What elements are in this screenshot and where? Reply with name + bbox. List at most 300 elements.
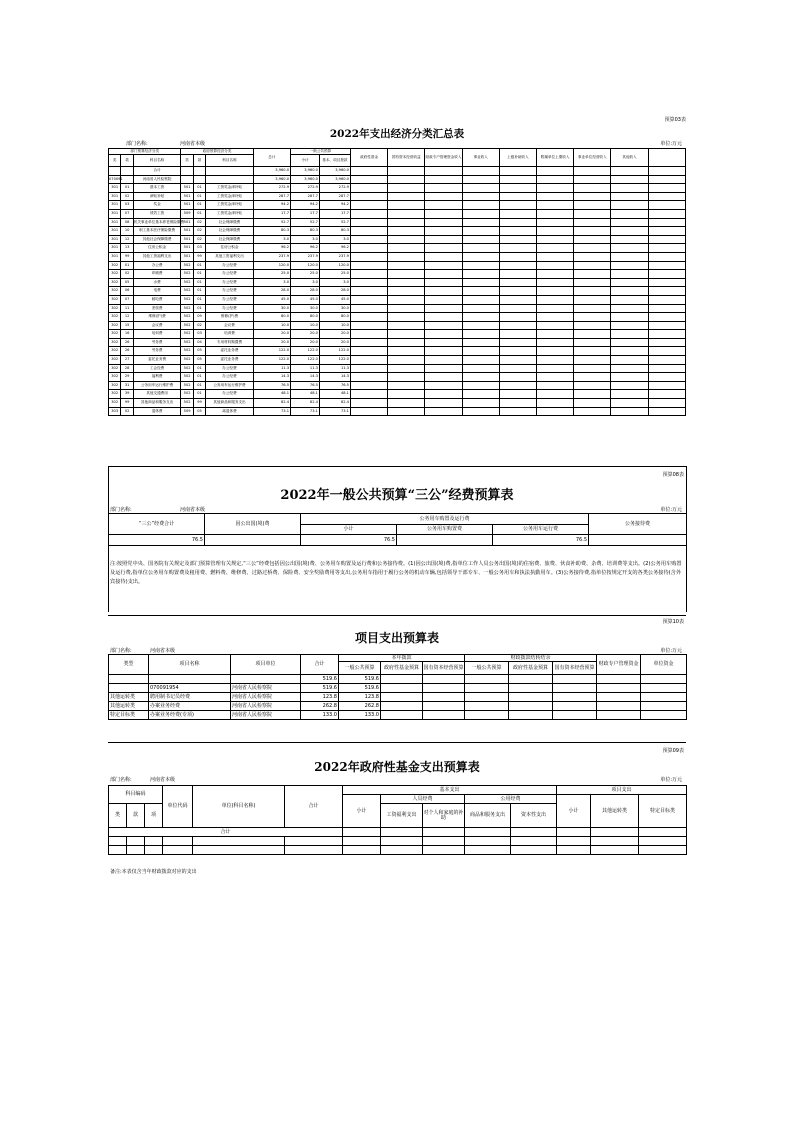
cell-empty: [499, 218, 536, 227]
cell-dept-kind: 302: [109, 313, 121, 322]
section-economic-summary: [108, 116, 686, 466]
cell-dept-kind: 301: [109, 192, 121, 201]
cell-empty: [611, 399, 648, 408]
cell-general: 262.8: [339, 702, 381, 711]
cell-empty: [388, 330, 425, 339]
section-three-public: [108, 466, 686, 612]
cell-empty: [388, 167, 425, 176]
cell-empty: [423, 711, 465, 720]
gov-fund-table: [108, 785, 687, 855]
three-public-table: [108, 513, 687, 546]
cell-basic-alloc: 287.7: [319, 192, 350, 201]
cell-empty: [574, 192, 611, 201]
cell-empty: [611, 167, 648, 176]
cell-empty: [537, 235, 574, 244]
cell-empty: [537, 244, 574, 253]
cell-gov-item: 05: [193, 347, 205, 356]
header-general: 一般公共预算: [339, 662, 381, 675]
cell-basic-alloc: 28.0: [319, 287, 350, 296]
cell-subtotal: 25.0: [291, 270, 320, 279]
header-total: 合计: [301, 655, 339, 675]
table-row: [109, 338, 686, 347]
header-kind: 类: [181, 155, 193, 167]
table-row: [109, 711, 687, 720]
header-col: 其他收入: [611, 149, 648, 167]
cell-empty: [574, 235, 611, 244]
cell-empty: [465, 711, 509, 720]
cell-empty: [388, 381, 425, 390]
cell-empty: [648, 261, 685, 270]
table-row: [109, 356, 686, 365]
cell-gov-kind: 502: [181, 330, 193, 339]
cell-empty: [611, 407, 648, 416]
cell-total: 123.8: [301, 693, 339, 702]
cell-empty: [462, 167, 499, 176]
cell-empty: [425, 304, 462, 313]
header-project: 项目支出: [557, 786, 687, 795]
cell-basic-alloc: 76.5: [319, 381, 350, 390]
cell-gov-subject: 办公经费: [206, 287, 254, 296]
cell-subtotal: 52.7: [291, 218, 320, 227]
cell-subtotal: 3,960.0: [291, 175, 320, 184]
cell-gov-item: 02: [193, 321, 205, 330]
cell-gov-kind: 502: [181, 304, 193, 313]
cell-empty: [388, 252, 425, 261]
cell-gov-item: 02: [193, 218, 205, 227]
cell-empty: [499, 175, 536, 184]
cell-dept-kind: 301: [109, 244, 121, 253]
cell-empty: [648, 192, 685, 201]
cell-gov-item: 01: [193, 304, 205, 313]
table-row: [109, 364, 686, 373]
cell-empty: [350, 381, 387, 390]
cell-empty: [462, 209, 499, 218]
table-row: [109, 201, 686, 210]
cell-empty: [611, 364, 648, 373]
table-row: [109, 407, 686, 416]
cell-empty: [350, 390, 387, 399]
table-row: [109, 278, 686, 287]
cell-total: 80.0: [253, 313, 290, 322]
cell-empty: [611, 321, 648, 330]
cell-empty: [611, 330, 648, 339]
cell-empty: [537, 313, 574, 322]
cell-empty: [574, 304, 611, 313]
header-basic: 基本支出: [343, 786, 557, 795]
cell-subject-name: 工会经费: [133, 364, 181, 373]
cell-empty: [462, 201, 499, 210]
header-unit-name: 单位(科目名称): [193, 786, 285, 828]
total-row-label: 合计: [109, 828, 343, 837]
cell-subject-name: 会议费: [133, 321, 181, 330]
cell-dept-item: 08: [121, 218, 133, 227]
cell-total: 94.2: [253, 201, 290, 210]
header-basic-alloc: 基本、项目拨款: [319, 155, 350, 167]
cell-empty: [648, 252, 685, 261]
cell-project-name: 070091954: [149, 684, 231, 693]
cell-type: 其他运转类: [109, 693, 149, 702]
cell-empty: [381, 693, 423, 702]
header-state: 国有资本经营预算: [423, 662, 465, 675]
cell-empty: [462, 321, 499, 330]
cell-gov-subject: [206, 175, 254, 184]
cell-total: 80.3: [253, 227, 290, 236]
cell-empty: [423, 702, 465, 711]
header-carry: 财政拨款结转结余: [465, 655, 597, 662]
table-row: [109, 287, 686, 296]
cell-empty: [350, 295, 387, 304]
cell-empty: [350, 278, 387, 287]
dept-label: 部门名称:: [126, 141, 148, 147]
cell-total: 3,960.0: [253, 167, 290, 176]
cell-subject-name: 公务用车运行维护费: [133, 381, 181, 390]
cell-empty: [499, 244, 536, 253]
cell-gov-subject: 办公经费: [206, 261, 254, 270]
cell-empty: [388, 373, 425, 382]
cell-empty: [499, 209, 536, 218]
header-total: 合计: [285, 786, 343, 828]
cell-gov-kind: 502: [181, 261, 193, 270]
section-title: 2022年一般公共预算“三公”经费预算表: [280, 488, 514, 503]
cell-empty: [574, 244, 611, 253]
cell-subtotal: 82.4: [291, 399, 320, 408]
cell-empty: [350, 287, 387, 296]
cell-empty: [425, 347, 462, 356]
cell-empty: [499, 235, 536, 244]
cell-empty: [574, 278, 611, 287]
cell-empty: [648, 244, 685, 253]
table-row: [109, 702, 687, 711]
cell-empty: [537, 304, 574, 313]
cell-empty: [648, 330, 685, 339]
cell-empty: [611, 184, 648, 193]
table-row: [109, 693, 687, 702]
cell-empty: [648, 287, 685, 296]
cell-empty: [465, 684, 509, 693]
section-gov-fund: [108, 742, 686, 878]
cell-empty: [350, 235, 387, 244]
table-row: [109, 304, 686, 313]
header-col: 国有资本经营收益: [388, 149, 425, 167]
cell-total: 14.3: [253, 373, 290, 382]
cell-subject-name: 邮电费: [133, 295, 181, 304]
cell-empty: [574, 252, 611, 261]
cell-basic-alloc: 17.7: [319, 209, 350, 218]
cell-gov-item: 01: [193, 287, 205, 296]
cell-empty: [499, 373, 536, 382]
table-row: [109, 252, 686, 261]
cell-type: [109, 684, 149, 693]
header-general: 一般公共预算: [291, 149, 351, 155]
table-number: 预算10表: [662, 619, 684, 625]
cell-empty: [350, 175, 387, 184]
cell-empty: [462, 270, 499, 279]
cell-empty: [537, 364, 574, 373]
cell-dept-kind: 302: [109, 338, 121, 347]
cell-empty: [462, 304, 499, 313]
cell-gov-item: 03: [193, 244, 205, 253]
cell-empty: [537, 347, 574, 356]
table-row: [109, 244, 686, 253]
cell-subject-name: 培训费: [133, 330, 181, 339]
cell-gov-subject: 公务用车运行维护费: [206, 381, 254, 390]
cell-empty: [611, 235, 648, 244]
cell-total: 30.0: [253, 304, 290, 313]
cell-gov-kind: 502: [181, 347, 193, 356]
cell-gov-kind: 502: [181, 381, 193, 390]
cell-empty: [462, 227, 499, 236]
cell-subject-name: 电费: [133, 287, 181, 296]
cell-dept-kind: 301: [109, 184, 121, 193]
header-public: 公用经费: [465, 795, 557, 804]
cell-empty: [350, 347, 387, 356]
header-item: 款: [121, 155, 133, 167]
cell-gov-kind: 501: [181, 227, 193, 236]
cell-dept-kind: 302: [109, 295, 121, 304]
table-row: [109, 175, 686, 184]
cell-dept-kind: 302: [109, 287, 121, 296]
cell-empty: [462, 407, 499, 416]
cell-empty: [499, 399, 536, 408]
cell-empty: [425, 295, 462, 304]
header-capital: 资本性支出: [511, 804, 557, 828]
cell-empty: [574, 201, 611, 210]
cell-empty: [611, 338, 648, 347]
cell-gov-kind: [181, 167, 193, 176]
cell-dept-kind: 302: [109, 356, 121, 365]
cell-dept-item: 13: [121, 244, 133, 253]
value-car-run: 76.5: [493, 535, 589, 546]
cell-empty: [425, 278, 462, 287]
cell-total: 272.9: [253, 184, 290, 193]
cell-subject-name: 其他交通费用: [133, 390, 181, 399]
cell-project-unit: [231, 675, 301, 684]
cell-subtotal: 120.0: [291, 261, 320, 270]
cell-empty: [425, 313, 462, 322]
cell-empty: [381, 702, 423, 711]
cell-empty: [648, 399, 685, 408]
cell-gov-kind: 501: [181, 244, 193, 253]
table-row: [109, 209, 686, 218]
cell-gov-item: 02: [193, 227, 205, 236]
cell-empty: [537, 167, 574, 176]
cell-empty: [648, 381, 685, 390]
cell-empty: [462, 390, 499, 399]
cell-empty: [425, 209, 462, 218]
cell-gov-item: 99: [193, 252, 205, 261]
cell-gov-kind: 502: [181, 399, 193, 408]
cell-dept-item: 12: [121, 313, 133, 322]
cell-empty: [648, 235, 685, 244]
cell-empty: [425, 407, 462, 416]
cell-dept-item: 02: [121, 270, 133, 279]
cell-empty: [509, 711, 553, 720]
cell-gov-kind: 502: [181, 364, 193, 373]
cell-empty: [350, 184, 387, 193]
header-kind: 类: [109, 804, 127, 828]
cell-dept-item: 26: [121, 347, 133, 356]
cell-empty: [537, 381, 574, 390]
cell-empty: [648, 227, 685, 236]
header-col: 事业单位经营收入: [574, 149, 611, 167]
cell-total: 3,960.0: [253, 175, 290, 184]
table-row: [109, 675, 687, 684]
cell-project-unit: 河南省人民检察院: [231, 693, 301, 702]
cell-empty: [648, 356, 685, 365]
cell-empty: [537, 356, 574, 365]
cell-empty: [648, 373, 685, 382]
table-number: 预算09表: [662, 748, 684, 754]
cell-gov-item: 01: [193, 192, 205, 201]
cell-empty: [611, 347, 648, 356]
cell-empty: [499, 381, 536, 390]
cell-empty: [648, 295, 685, 304]
cell-empty: [509, 702, 553, 711]
cell-empty: [462, 399, 499, 408]
cell-gov-subject: [206, 167, 254, 176]
cell-empty: [597, 693, 641, 702]
cell-empty: [425, 218, 462, 227]
cell-total: 52.7: [253, 218, 290, 227]
table-number: 预算08表: [662, 472, 684, 478]
cell-dept-item: 07: [121, 295, 133, 304]
cell-empty: [648, 184, 685, 193]
header-type: 类型: [109, 655, 149, 675]
cell-gov-subject: 社会保障缴费: [206, 235, 254, 244]
cell-empty: [553, 693, 597, 702]
cell-type: 特定目标类: [109, 711, 149, 720]
header-col: 政府性基金: [350, 149, 387, 167]
cell-empty: [388, 304, 425, 313]
cell-empty: [648, 407, 685, 416]
cell-basic-alloc: 80.0: [319, 313, 350, 322]
cell-empty: [574, 227, 611, 236]
three-public-note: 注:按照党中央、国务院有关规定及部门预算管理有关规定,“三公”经费包括因公出国(境)费、公务用车购置及运行费和公务接待费。(1)因公出国(境)费,指单位工作人员公务出国(境)的住宿费、旅费、伙食补助费、杂费、培训费等支出。(2)公务用车购置及运行费,指单位公务用车购置费及租用费、燃料费、维修费、过路过桥费、保险费、安全奖励费用等支出,公务用车指用于履行公务的机动车辆,包括领导干部专车、一般公务用车和执法执勤用车。(3)公务接待费,指单位按规定开支的各类公务接待(含外宾接待)支出。: [110, 561, 682, 585]
cell-subject-name: 职工基本医疗保险缴费: [133, 227, 181, 236]
page-title: 2022年支出经济分类汇总表: [329, 128, 465, 140]
cell-basic-alloc: 237.9: [319, 252, 350, 261]
cell-total: 3.0: [253, 278, 290, 287]
cell-subtotal: 73.1: [291, 407, 320, 416]
cell-dept-item: 26: [121, 338, 133, 347]
cell-empty: [553, 684, 597, 693]
cell-empty: [537, 338, 574, 347]
cell-empty: [648, 218, 685, 227]
cell-subtotal: 94.2: [291, 201, 320, 210]
cell-dept-item: 10: [121, 227, 133, 236]
project-budget-table: [108, 654, 687, 720]
cell-empty: [423, 675, 465, 684]
cell-project-unit: 河南省人民检察院: [231, 702, 301, 711]
cell-dept-item: 99: [121, 252, 133, 261]
cell-empty: [425, 356, 462, 365]
cell-empty: [648, 209, 685, 218]
value-car-subtotal: 76.5: [301, 535, 397, 546]
cell-empty: [611, 175, 648, 184]
cell-empty: [499, 261, 536, 270]
cell-empty: [574, 390, 611, 399]
cell-empty: [350, 304, 387, 313]
cell-empty: [381, 711, 423, 720]
cell-basic-alloc: 10.0: [319, 321, 350, 330]
cell-empty: [350, 201, 387, 210]
header-p-target: 特定目标类: [639, 795, 687, 828]
cell-empty: [509, 684, 553, 693]
cell-subject-name: 河南省人民检察院: [133, 175, 181, 184]
cell-subtotal: 45.0: [291, 295, 320, 304]
cell-dept-kind: 302: [109, 381, 121, 390]
cell-subtotal: 80.3: [291, 227, 320, 236]
cell-empty: [574, 321, 611, 330]
cell-empty: [537, 218, 574, 227]
dept-value: 河南省本级: [180, 141, 206, 147]
cell-empty: [574, 287, 611, 296]
cell-empty: [648, 201, 685, 210]
cell-empty: [574, 218, 611, 227]
cell-empty: [462, 261, 499, 270]
cell-total: 3.0: [253, 235, 290, 244]
cell-total: 287.7: [253, 192, 290, 201]
cell-gov-subject: 维修(护)费: [206, 313, 254, 322]
cell-empty: [537, 399, 574, 408]
cell-subject-name: 劳务费: [133, 338, 181, 347]
cell-empty: [499, 287, 536, 296]
cell-dept-item: 02: [121, 192, 133, 201]
cell-total: 120.0: [253, 261, 290, 270]
cell-total: 237.9: [253, 252, 290, 261]
cell-dept-kind: 301: [109, 218, 121, 227]
cell-gov-item: 01: [193, 261, 205, 270]
cell-subject-name: 津贴补贴: [133, 192, 181, 201]
cell-empty: [462, 184, 499, 193]
table-row: [109, 218, 686, 227]
cell-empty: [462, 252, 499, 261]
unit-label: 单位:万元: [660, 777, 682, 783]
cell-empty: [537, 261, 574, 270]
cell-empty: [350, 218, 387, 227]
cell-general: 519.6: [339, 684, 381, 693]
cell-subtotal: 80.0: [291, 313, 320, 322]
cell-empty: [537, 209, 574, 218]
cell-empty: [648, 338, 685, 347]
header-car: 公务用车购置及运行费: [301, 514, 589, 525]
cell-total: 28.0: [253, 287, 290, 296]
cell-empty: [574, 338, 611, 347]
cell-empty: [462, 356, 499, 365]
cell-empty: [425, 321, 462, 330]
header-subtotal: 小计: [291, 155, 320, 167]
cell-empty: [465, 702, 509, 711]
header-family: 对个人和家庭的补助: [423, 804, 465, 828]
cell-empty: [462, 381, 499, 390]
cell-type: [109, 675, 149, 684]
cell-basic-alloc: 20.0: [319, 338, 350, 347]
cell-gov-subject: 工资奖金津补贴: [206, 201, 254, 210]
cell-empty: [388, 244, 425, 253]
cell-empty: [350, 252, 387, 261]
cell-subject-name: 维修(护)费: [133, 313, 181, 322]
cell-subtotal: 122.0: [291, 347, 320, 356]
cell-basic-alloc: 120.0: [319, 261, 350, 270]
cell-gov-item: [193, 167, 205, 176]
cell-total: 48.1: [253, 390, 290, 399]
cell-dept-item: 27: [121, 356, 133, 365]
cell-empty: [462, 278, 499, 287]
header-personnel: 人员经费: [381, 795, 465, 804]
cell-gov-subject: 培训费: [206, 330, 254, 339]
cell-total: 122.0: [253, 347, 290, 356]
cell-empty: [574, 364, 611, 373]
